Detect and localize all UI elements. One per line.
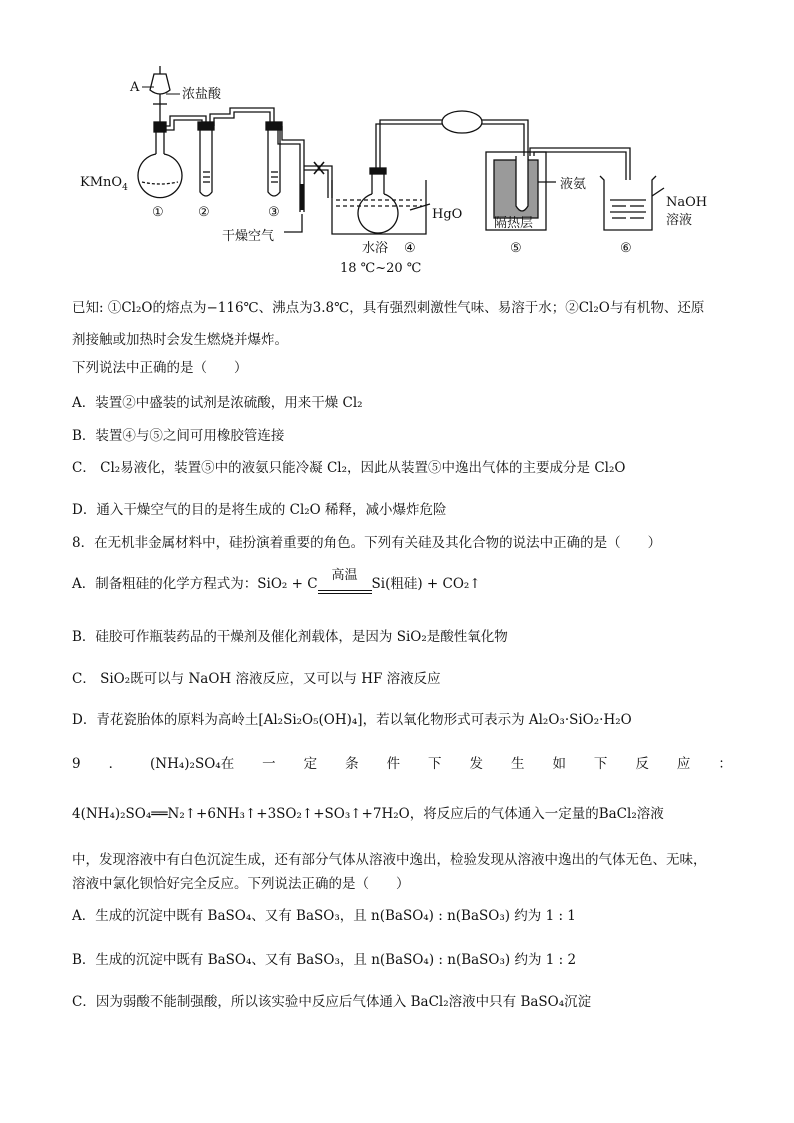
temperature-label: 18 ℃~20 ℃: [340, 261, 422, 276]
q9-token: 定: [303, 756, 318, 772]
water-bath-label: 水浴: [362, 241, 389, 256]
round-flask-1: [138, 154, 182, 198]
device-6-number: ⑥: [620, 241, 632, 256]
hgo-label: HgO: [432, 207, 463, 222]
q9-token: 如: [552, 756, 566, 772]
q9-option-b: B．生成的沉淀中既有 BaSO₄、又有 BaSO₃，且 n(BaSO₄) : n(BaSO₃) 约为 1 : 2: [72, 952, 577, 968]
q9-token: 下: [428, 756, 442, 772]
q9-token: 一: [262, 756, 276, 772]
q9-token: (NH₄)₂SO₄在: [150, 756, 235, 772]
device-4-number: ④: [404, 241, 416, 256]
test-tube-2: [200, 130, 212, 196]
q9-token: 条: [345, 756, 359, 772]
stopcock: [314, 162, 324, 174]
q7-option-c: C． Cl₂易液化，装置⑤中的液氨只能冷凝 Cl₂，因此从装置⑤中逸出气体的主要成分是 Cl₂O: [72, 460, 626, 476]
q9-option-c: C．因为弱酸不能制强酸，所以该实验中反应后气体通入 BaCl₂溶液中只有 BaSO₄沉淀: [72, 994, 592, 1010]
q9-token: ：: [718, 756, 732, 772]
drying-bulb: [442, 111, 482, 133]
q7-option-d: D．通入干燥空气的目的是将生成的 Cl₂O 稀释，减小爆炸危险: [72, 502, 447, 518]
device-5-number: ⑤: [510, 241, 522, 256]
q8-a-suffix: Si(粗硅) + CO₂↑: [371, 576, 481, 592]
q9-token: 反: [635, 756, 649, 772]
kmno4-label: KMnO$_4$: [80, 175, 128, 193]
q7-stem: 下列说法中正确的是（ ）: [72, 360, 248, 376]
q9-token: 9: [72, 756, 81, 772]
q8-a-prefix: A．制备粗硅的化学方程式为：SiO₂ + C: [72, 576, 318, 592]
acid-label: 浓盐酸: [182, 87, 222, 102]
device-3-number: ③: [268, 205, 280, 220]
liquid-ammonia-label: 液氨: [560, 177, 587, 192]
known-line-1: 已知: ①Cl₂O的熔点为−116℃、沸点为3.8℃，具有强烈刺激性气味、易溶于水；②Cl₂O与有机物、还原: [72, 300, 705, 316]
device-1-number: ①: [152, 205, 164, 220]
label-a: A: [130, 80, 140, 95]
separatory-funnel: [150, 74, 170, 94]
q9-token: 下: [593, 756, 608, 772]
q8-stem: 8．在无机非金属材料中，硅扮演着重要的角色。下列有关硅及其化合物的说法中正确的是（ ）: [72, 535, 662, 551]
reaction-condition: [318, 568, 372, 594]
naoh-label: NaOH: [666, 195, 708, 210]
dry-air-label: 干燥空气: [222, 229, 275, 244]
q9-token: ．: [108, 756, 123, 772]
q9-token: 生: [510, 756, 525, 772]
q9-token: 应: [676, 756, 691, 772]
device-2-number: ②: [198, 205, 210, 220]
insulation-label: 隔热层: [494, 216, 534, 231]
q9-token: 发: [469, 756, 484, 772]
q9-equation: 4(NH₄)₂SO₄══N₂↑+6NH₃↑+3SO₂↑+SO₃↑+7H₂O，将反应后的气体通入一定量的BaCl₂溶液: [72, 806, 664, 822]
solution-label: 溶液: [666, 213, 693, 228]
q8-option-c: C． SiO₂既可以与 NaOH 溶液反应，又可以与 HF 溶液反应: [72, 671, 441, 687]
q8-option-b: B．硅胶可作瓶装药品的干燥剂及催化剂载体，是因为 SiO₂是酸性氧化物: [72, 629, 508, 645]
condition-high-temp: 高温: [331, 568, 358, 583]
water-bath: [332, 180, 426, 234]
q9-token: 件: [386, 756, 401, 772]
q9-stem: [72, 754, 732, 774]
known-line-2: 剂接触或加热时会发生燃烧并爆炸。: [72, 332, 288, 348]
q7-option-b: B．装置④与⑤之间可用橡胶管连接: [72, 428, 285, 444]
q7-option-a: A．装置②中盛装的试剂是浓硫酸，用来干燥 Cl₂: [72, 395, 363, 411]
q9-line-4: 溶液中氯化钡恰好完全反应。下列说法正确的是（ ）: [72, 876, 410, 892]
q8-option-d: D．青花瓷胎体的原料为高岭土[Al₂Si₂O₅(OH)₄]，若以氧化物形式可表示为 Al₂O₃·SiO₂·H₂O: [72, 712, 632, 728]
apparatus-diagram: [70, 60, 730, 290]
q8-option-a: [72, 568, 732, 594]
q9-line-3: 中，发现溶液中有白色沉淀生成，还有部分气体从溶液中逸出，检验发现从溶液中逸出的气体无色、无味，: [72, 852, 707, 868]
q9-option-a: A．生成的沉淀中既有 BaSO₄、又有 BaSO₃，且 n(BaSO₄) : n(BaSO₃) 约为 1 : 1: [72, 908, 576, 924]
beaker-6: [600, 176, 656, 230]
